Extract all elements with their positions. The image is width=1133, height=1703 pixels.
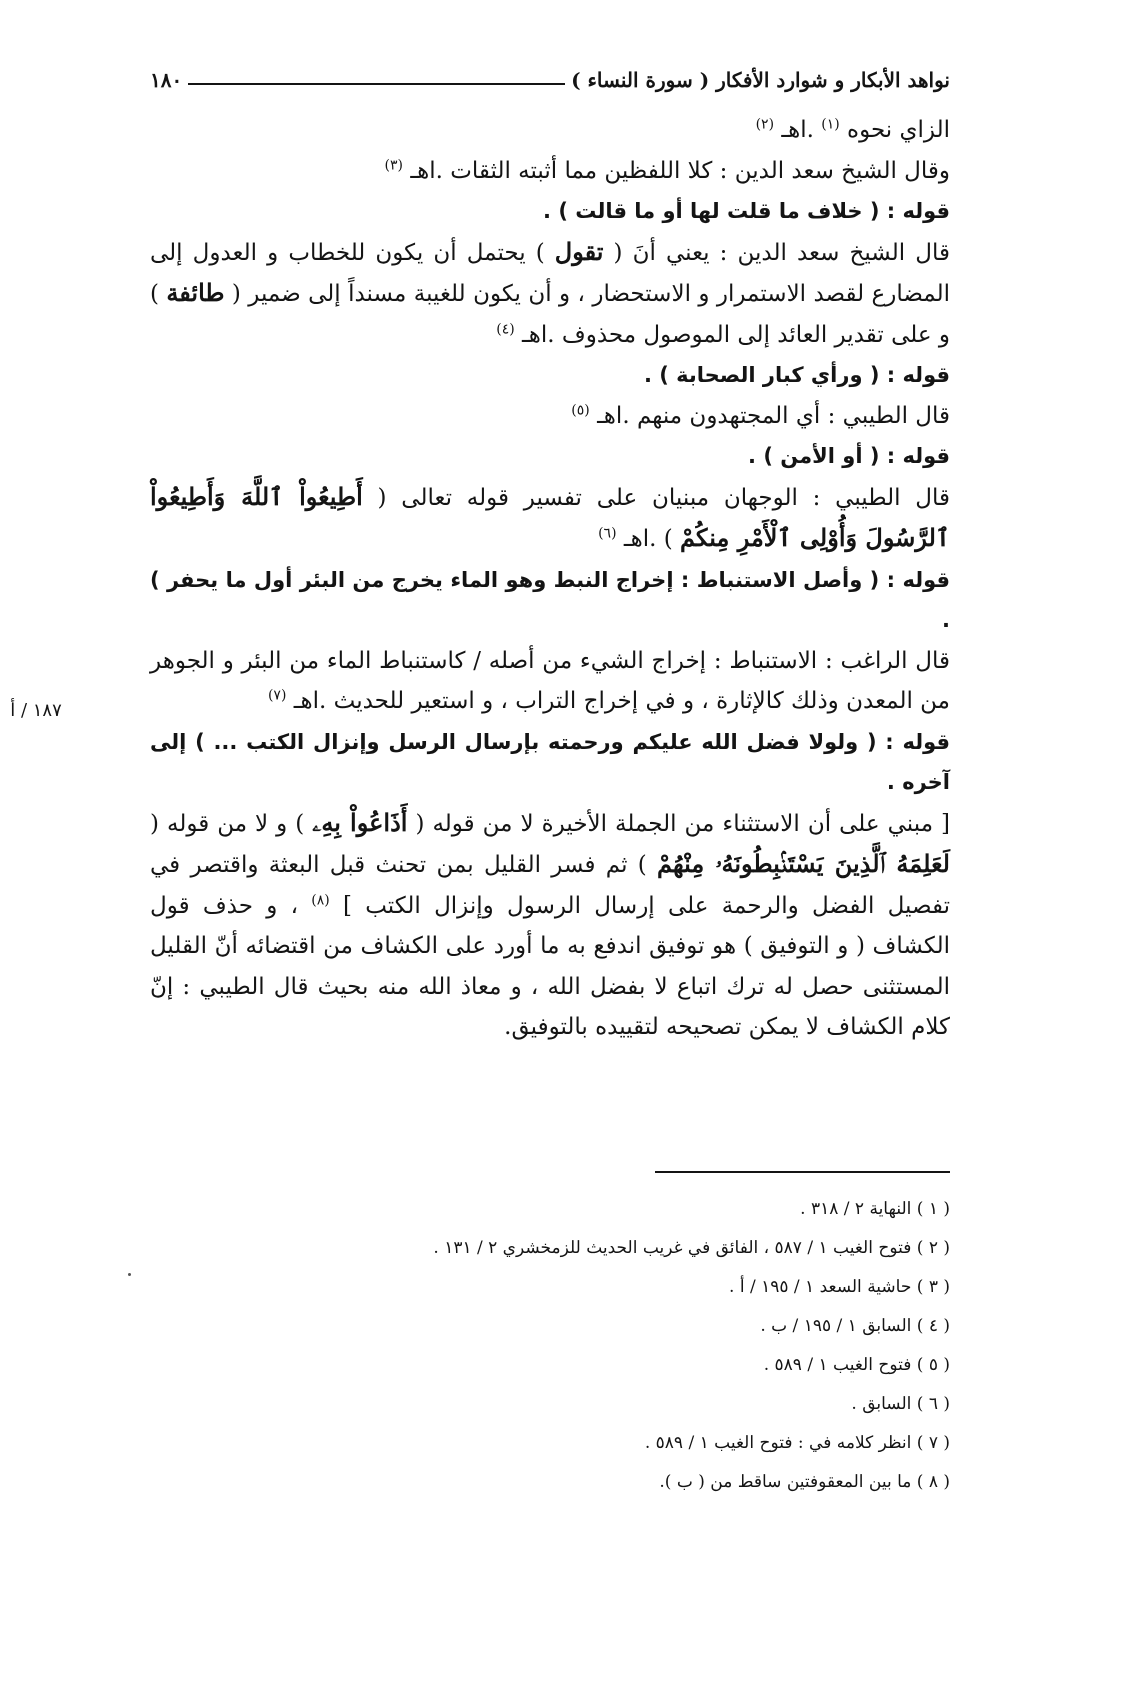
paragraph bbox=[150, 803, 950, 1048]
manuscript-folio-note: ١٨٧ / أ bbox=[10, 700, 62, 721]
footnote-ref: (٦) bbox=[598, 525, 617, 542]
quoted-term: طائفة bbox=[166, 278, 225, 307]
text-run: ) .اهـ bbox=[623, 526, 673, 552]
page-number: ١٨٠ bbox=[150, 68, 183, 92]
text-run: قال الطيبي : أي المجتهدون منهم .اهـ bbox=[597, 402, 950, 429]
paragraph bbox=[150, 641, 950, 722]
header-rule bbox=[188, 83, 565, 85]
header-title: نواهد الأبكار و شوارد الأفكار ( سورة النساء ) bbox=[571, 68, 950, 92]
footnote: ( ٢ ) فتوح الغيب ١ / ٥٨٧ ، الفائق في غريب الحديث للزمخشري ٢ / ١٣١ . bbox=[433, 1238, 950, 1258]
footnote-ref: (٥) bbox=[571, 401, 590, 418]
footnote-ref: (٧) bbox=[267, 687, 287, 704]
footnote-ref: (٨) bbox=[311, 891, 330, 908]
footnote: ( ٦ ) السابق . bbox=[851, 1394, 950, 1414]
quran-quote: أَطِيعُواْ ٱللَّهَ وَأَطِيعُواْ ٱلرَّسُولَ وَأُوْلِى ٱلْأَمْرِ مِنكُمْ bbox=[150, 481, 950, 552]
footnote: ( ٥ ) فتوح الغيب ١ / ٥٨٩ . bbox=[763, 1355, 950, 1375]
quran-quote: لَعَلِمَهُ ٱلَّذِينَ يَسْتَنۢبِطُونَهُۥ مِنْهُمْ bbox=[657, 849, 950, 878]
text-run: ) يحتمل أن يكون للخطاب و العدول إلى المضارع لقصد الاستمرار و الاستحضار ، و أن يكون للغيبة مسنداً إلى ضمير ( bbox=[150, 239, 951, 307]
paragraph bbox=[150, 151, 950, 192]
text-run: ) و على تقدير العائد إلى الموصول محذوف .اهـ bbox=[150, 281, 950, 348]
footnote: ( ٧ ) انظر كلامه في : فتوح الغيب ١ / ٥٨٩ . bbox=[644, 1433, 950, 1453]
text-run: وقال الشيخ سعد الدين : كلا اللفظين مما أثبته الثقات .اهـ bbox=[410, 157, 950, 184]
text-run: قال الراغب : الاستنباط : إخراج الشيء من أصله / كاستنباط الماء من البئر و الجوهر من المعدن وذلك كالإثارة ، و في إخراج التراب ، و استعير للحديث .اهـ bbox=[150, 647, 950, 714]
text-run: ) ثم فسر القليل بمن تحنث قبل البعثة واقتصر في تفصيل الفضل والرحمة على إرسال الرسول وإنزال الكتب ] bbox=[150, 852, 950, 919]
text-run: ، و حذف قول الكشاف ( و التوفيق ) هو توفيق اندفع به ما أورد على الكشاف من اقتضائه أنّ القليل المستثنى حصل له ترك اتباع لا بفضل الله ، و معاذ الله منه بحيث قال الطيبي : إنّ كلام الكشاف لا يمكن تصحيحه لتقييده بالتوفيق. bbox=[150, 892, 950, 1040]
footnotes bbox=[150, 1190, 950, 1502]
text-run: قال الطيبي : الوجهان مبنيان على تفسير قوله تعالى ( bbox=[377, 484, 950, 511]
paragraph bbox=[150, 232, 950, 356]
text-run: ) و لا من قوله ( bbox=[150, 810, 305, 837]
footnote-ref: (١) bbox=[821, 116, 840, 133]
text-run: [ مبني على أن الاستثناء من الجملة الأخيرة لا من قوله ( bbox=[415, 810, 950, 837]
scan-speck bbox=[128, 1273, 131, 1276]
section-heading: قوله : ( ولولا فضل الله عليكم ورحمته بإرسال الرسل وإنزال الكتب ... ) إلى آخره . bbox=[150, 729, 950, 794]
quran-quote: أَذَاعُواْ بِهِۦ bbox=[312, 807, 408, 837]
footnote: ( ٤ ) السابق ١ / ١٩٥ / ب . bbox=[760, 1316, 950, 1336]
main-text bbox=[150, 110, 950, 1048]
paragraph bbox=[150, 477, 950, 560]
running-header bbox=[150, 58, 950, 92]
footnote: ( ٨ ) ما بين المعقوفتين ساقط من ( ب ). bbox=[659, 1472, 950, 1492]
footnote-ref: (٤) bbox=[496, 320, 515, 337]
text-run: قال الشيخ سعد الدين : يعني أنَ ( bbox=[613, 239, 950, 266]
footnote: ( ٣ ) حاشية السعد ١ / ١٩٥ / أ . bbox=[729, 1277, 950, 1297]
text-run: الزاي نحوه bbox=[847, 117, 950, 143]
footnote-ref: (٢) bbox=[755, 116, 775, 133]
paragraph bbox=[150, 396, 950, 437]
footnote: ( ١ ) النهاية ٢ / ٣١٨ . bbox=[800, 1199, 950, 1219]
paragraph bbox=[150, 110, 950, 151]
section-heading: قوله : ( ورأي كبار الصحابة ) . bbox=[643, 363, 950, 387]
section-heading: قوله : ( أو الأمن ) . bbox=[748, 444, 950, 468]
footnote-separator bbox=[655, 1171, 950, 1173]
section-heading: قوله : ( خلاف ما قلت لها أو ما قالت ) . bbox=[543, 199, 950, 223]
section-heading: قوله : ( وأصل الاستنباط : إخراج النبط وهو الماء يخرج من البئر أول ما يحفر ) . bbox=[150, 567, 950, 632]
quoted-term: تقول bbox=[554, 236, 604, 266]
text-run: .اهـ bbox=[781, 117, 814, 143]
footnote-ref: (٣) bbox=[384, 156, 404, 173]
